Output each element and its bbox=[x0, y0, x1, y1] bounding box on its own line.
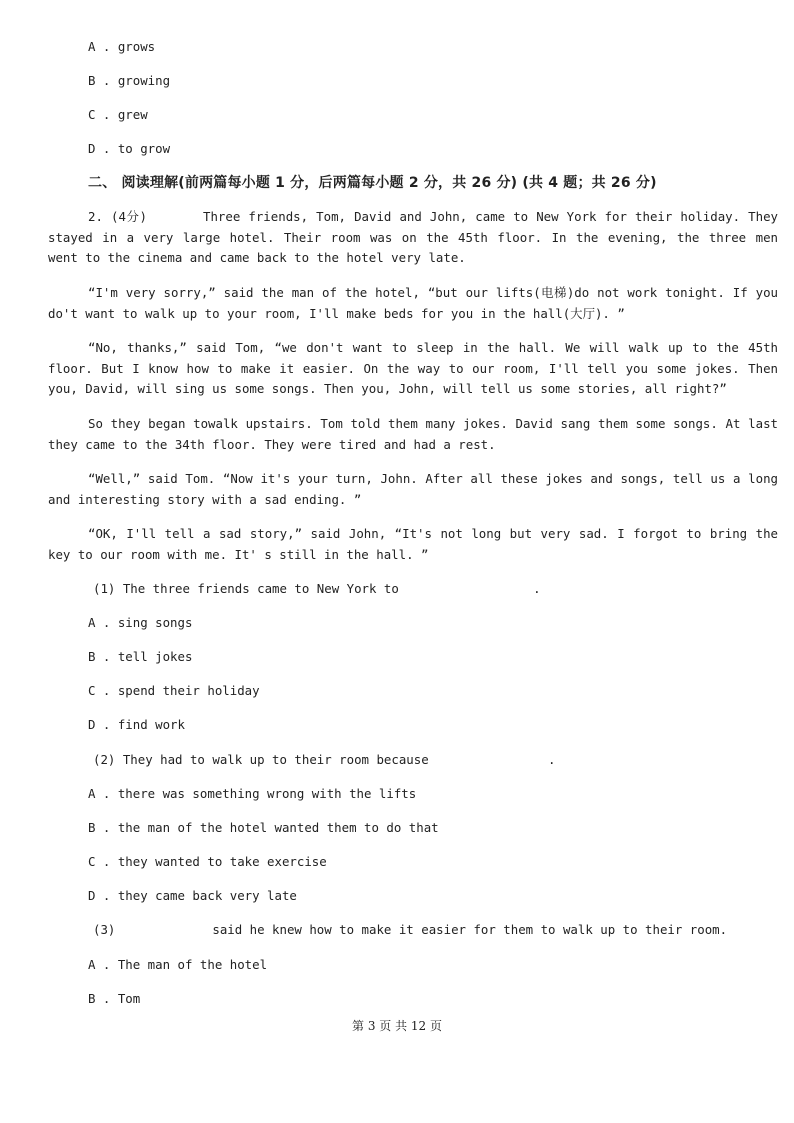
question-3-stem: (3) said he knew how to make it easier for them to walk up to their room. bbox=[93, 922, 728, 937]
question-2-option-c: C . they wanted to take exercise bbox=[88, 854, 327, 869]
question-3-option-a: A . The man of the hotel bbox=[88, 957, 268, 972]
option-b-prev: B . growing bbox=[88, 73, 171, 88]
question-2-option-d: D . they came back very late bbox=[88, 888, 297, 903]
passage-paragraph-3: “No, thanks,” said Tom, “we don't want to sleep in the hall. We will walk up to the 45th floor. But I know how to make it easier. On the way to our room, I'll tell you some jokes. Then you, David, will sing us some songs. Then you, John, will tell us some stories, all right?” bbox=[48, 340, 778, 396]
passage-paragraph-5: “Well,” said Tom. “Now it's your turn, John. After all these jokes and songs, tell us a long and interesting story with a sad ending. ” bbox=[48, 471, 778, 507]
question-1-stem: (1) The three friends came to New York to . bbox=[93, 581, 541, 596]
passage-text-1: Three friends, Tom, David and John, came to New York for their holiday. They stayed in a very large hotel. Their room was on the 45th floor. In the evening, the three men went to the cinema and came back to the hotel very late. bbox=[48, 209, 778, 265]
question-2-option-b: B . the man of the hotel wanted them to do that bbox=[88, 820, 439, 835]
page-footer: 第 3 页 共 12 页 bbox=[352, 1019, 442, 1033]
section-title: 二、 阅读理解(前两篇每小题 1 分，后两篇每小题 2 分，共 26 分) (共 4 题；共 26 分) bbox=[88, 175, 657, 191]
question-3-option-b: B . Tom bbox=[88, 991, 141, 1006]
question-1-option-a: A . sing songs bbox=[88, 615, 193, 630]
question-2-stem: (2) They had to walk up to their room because . bbox=[93, 752, 556, 767]
question-1-option-c: C . spend their holiday bbox=[88, 683, 260, 698]
passage-paragraph-1 bbox=[48, 207, 778, 269]
passage-paragraph-4: So they began towalk upstairs. Tom told them many jokes. David sang them some songs. At last they came to the 34th floor. They were tired and had a rest. bbox=[48, 416, 778, 452]
question-number: 2. (4分) bbox=[88, 209, 148, 224]
question-1-option-b: B . tell jokes bbox=[88, 649, 193, 664]
option-c-prev: C . grew bbox=[88, 107, 148, 122]
passage-paragraph-6: “OK, I'll tell a sad story,” said John, “It's not long but very sad. I forgot to bring the key to our room with me. It' s still in the hall. ” bbox=[48, 526, 778, 562]
passage-paragraph-2: “I'm very sorry,” said the man of the hotel, “but our lifts(电梯)do not work tonight. If you do't want to walk up to your room, I'll make beds for you in the hall(大厅). ” bbox=[48, 285, 778, 321]
question-1-option-d: D . find work bbox=[88, 717, 185, 732]
option-a-prev: A . grows bbox=[88, 39, 156, 54]
question-2-option-a: A . there was something wrong with the lifts bbox=[88, 786, 417, 801]
option-d-prev: D . to grow bbox=[88, 141, 171, 156]
